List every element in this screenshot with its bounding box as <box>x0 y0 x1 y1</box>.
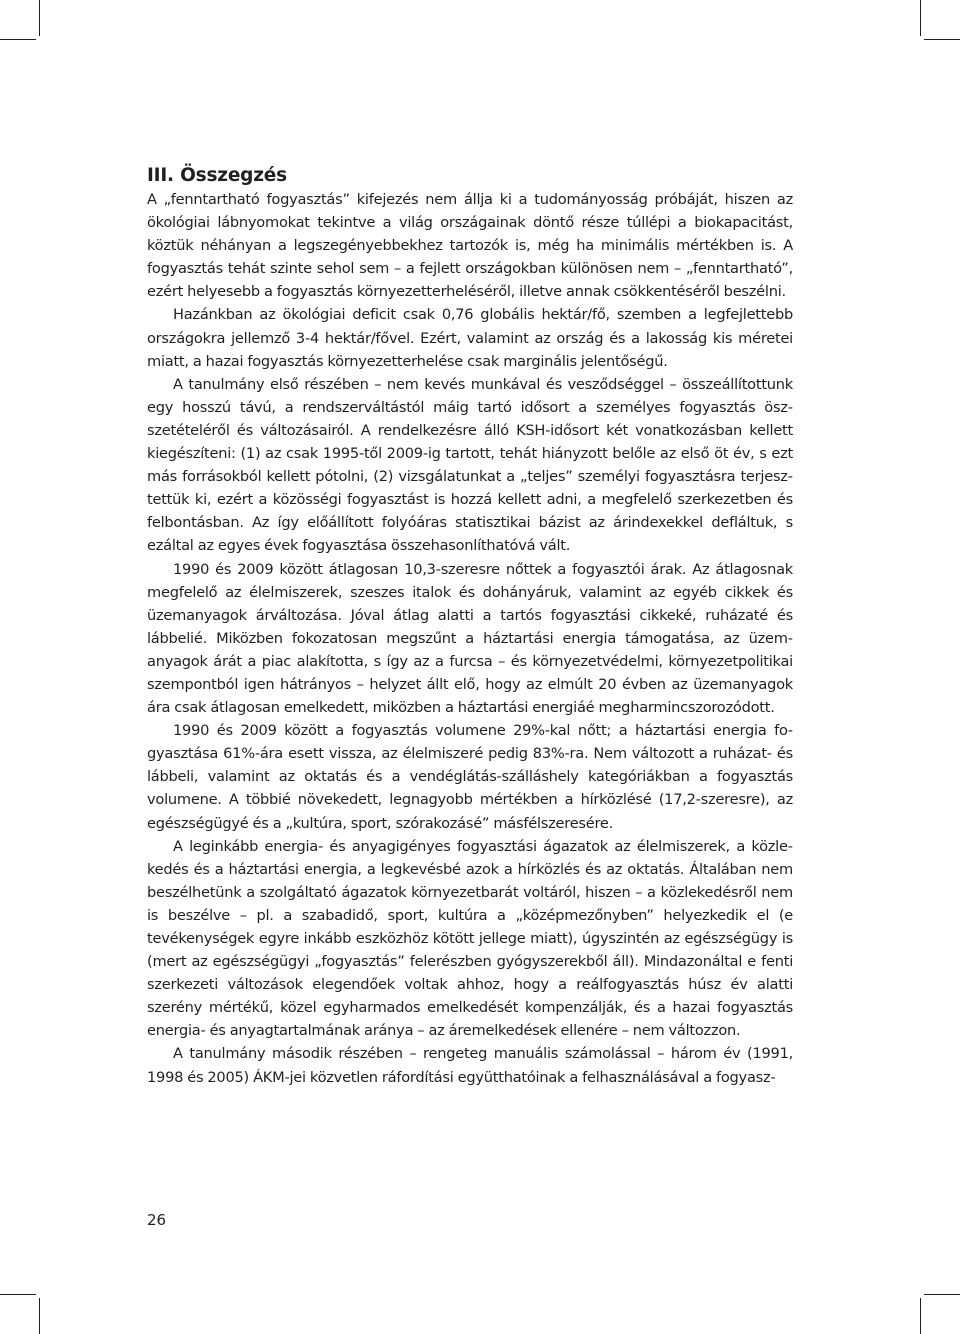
crop-mark-bottom-right-horizontal <box>924 1294 960 1295</box>
paragraph-sustainable-consumption: A „fenntartható fogyasztás” kifejezés nem állja ki a tudományosság próbáját, hiszen az ökológiai lábnyomokat tekintve a világ országainak döntő része túllépi a biokapacitást, köztük néhányan a legszegényebbekhez tartozók is, még ha minimális mértékben is. A fogyasztás tehát szinte sehol sem – a fejlett országokban különösen nem – „fenntartható”, ezért helyesebb a fogyasztás környezetterheléséről, illetve annak csökkentéséről beszélni. <box>147 191 793 301</box>
paragraph-second-part: A tanulmány második részében – rengeteg manuális számolással – három év (1991, 1998 és 2005) ÁKM-jei közvetlen ráfordítási együtthatóinak a felhasználásával a fogyasz- <box>147 1045 793 1086</box>
crop-mark-top-right-vertical <box>920 0 921 36</box>
crop-mark-bottom-left-horizontal <box>0 1294 36 1295</box>
paragraph-ecological-deficit: Hazánkban az ökológiai deficit csak 0,76 globális hektár/fő, szemben a legfejlettebb országokra jellemző 3-4 hektár/fővel. Ezért, valamint az ország és a lakosság kis méretei miatt, a hazai fogyasztás környezetterhelése csak marginális jelentőségű. <box>147 306 793 370</box>
crop-mark-top-left-vertical <box>39 0 40 36</box>
crop-mark-bottom-right-vertical <box>920 1298 921 1334</box>
paragraph-time-series: A tanulmány első részében – nem kevés munkával és vesződséggel – összeállítottunk egy hosszú távú, a rendszerváltástól máig tartó idősort a személyes fogyasztás öszszetételéről és változásairól. A rendelkezésre álló KSH-idősort két vonatkozásban kellett kiegészíteni: (1) az csak 1995-től 2009-ig tartott, tehát hiányzott belőle az első öt év, s ezt más forrásokból kellett pótolni, (2) vizsgálatunkat a „teljes” személyi fogyasztásra terjesztettük ki, ezért a közösségi fogyasztást is hozzá kellett adni, a megfelelő szerkezetben és felbontásban. Az így előállított folyóáras statisztikai bázist az árindexekkel defláltuk, s ezáltal az egyes évek fogyasztása összehasonlíthatóvá vált. <box>147 375 793 555</box>
paragraph-consumption-volume: 1990 és 2009 között a fogyasztás volumene 29%-kal nőtt; a háztartási energia fogyasztása 61%-ára esett vissza, az élelmiszeré pedig 83%-ra. Nem változott a ruházat- és lábbeli, valamint az oktatás és a vendéglátás-szálláshely kategóriákban a fogyasztás volumene. A többié növekedett, legnagyobb mértékben a hírközlésé (17,2-szeresre), az egészségügyé és a „kultúra, sport, szórakozásé” másfélszeresére. <box>147 722 793 832</box>
crop-mark-top-left-horizontal <box>0 39 36 40</box>
paragraph-consumer-prices: 1990 és 2009 között átlagosan 10,3-szeresre nőttek a fogyasztói árak. Az átlagosnak megfelelő az élelmiszerek, szeszes italok és dohányáruk, valamint az egyéb cikkek és üzemanyagok árváltozása. Jóval átlag alatti a tartós fogyasztási cikkeké, ruházaté és lábbelié. Miközben fokozatosan megszűnt a háztartási energia támogatása, az üzemanyagok árát a piac alakította, s így az a furcsa – és környezetvédelmi, környezetpolitikai szempontból igen hátrányos – helyzet állt elő, hogy az elmúlt 20 évben az üzemanyagok ára csak átlagosan emelkedett, miközben a háztartási energiáé megharmincszorozódott. <box>147 560 793 717</box>
section-title: III. Összegzés <box>147 165 287 186</box>
page-body <box>147 164 793 1089</box>
page-number: 26 <box>147 1211 167 1229</box>
crop-mark-top-right-horizontal <box>924 39 960 40</box>
paragraph-energy-intensive-sectors: A leginkább energia- és anyagigényes fogyasztási ágazatok az élelmiszerek, a közlekedés és a háztartási energia, a legkevésbé azok a hírközlés és az oktatás. Általában nem beszélhetünk a szolgáltató ágazatok környezetbarát voltáról, hiszen – a közlekedésről nem is beszélve – pl. a szabadidő, sport, kultúra a „középmezőnyben” helyezkedik el (e tevékenységek egyre inkább eszközhöz kötött jellege miatt), úgyszintén az egészségügy is (mert az egészségügyi „fogyasztás” felerészben gyógyszerekből áll). Mindazonáltal e fenti szerkezeti változások elegendőek voltak ahhoz, hogy a reálfogyasztás húsz év alatti szerény mértékű, közel egyharmados emelkedését kompenzálják, és a hazai fogyasztás energia- és anyagtartalmának aránya – az áremelkedések ellenére – nem változzon. <box>147 837 793 1040</box>
crop-mark-bottom-left-vertical <box>39 1298 40 1334</box>
